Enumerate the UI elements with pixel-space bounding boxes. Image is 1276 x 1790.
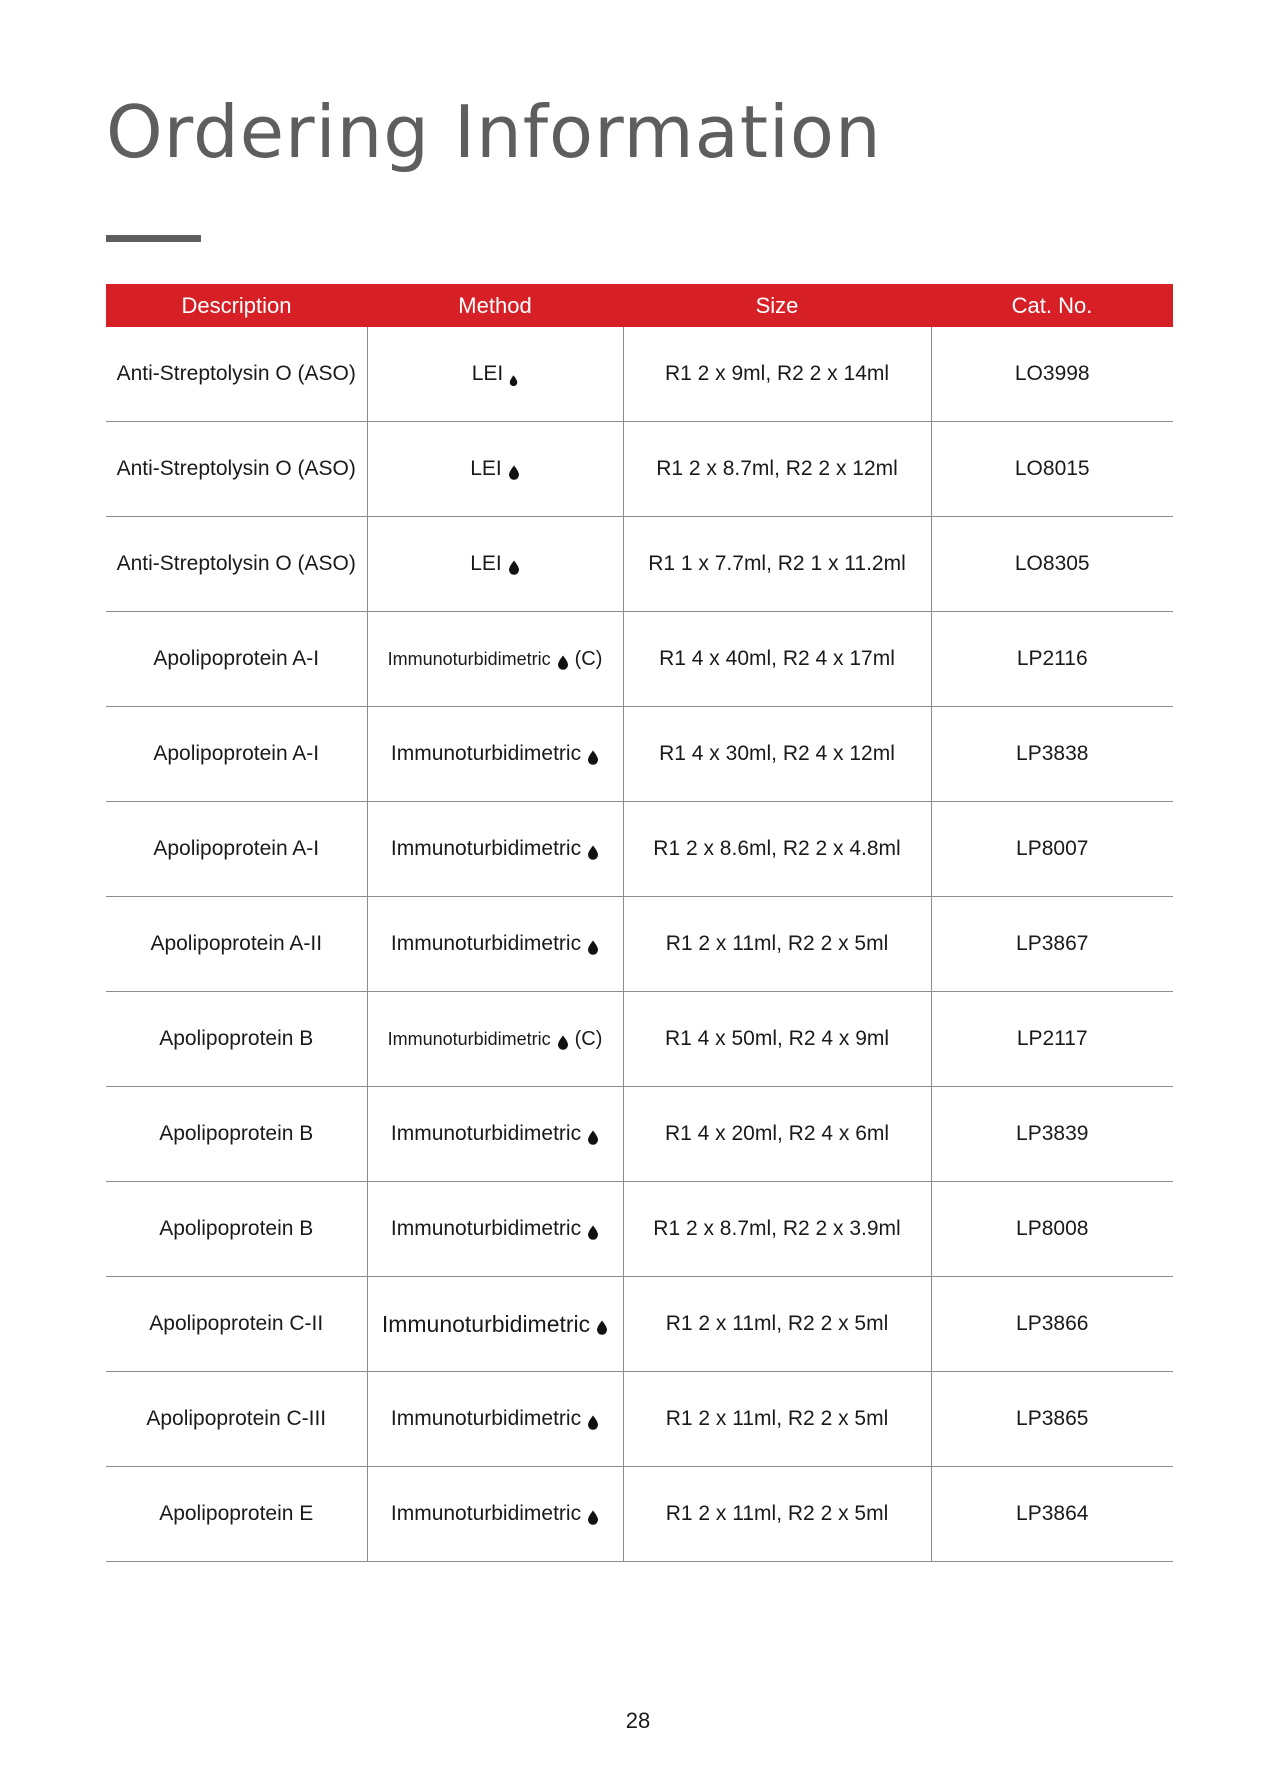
method-group xyxy=(391,742,599,766)
cell-cat-no: LO3998 xyxy=(931,327,1173,422)
table-row xyxy=(106,707,1173,802)
cell-description: Apolipoprotein B xyxy=(106,1182,367,1277)
cell-size: R1 4 x 50ml, R2 4 x 9ml xyxy=(623,992,931,1087)
cell-method xyxy=(367,422,623,517)
method-suffix: (C) xyxy=(574,648,603,670)
cell-size: R1 2 x 11ml, R2 2 x 5ml xyxy=(623,1467,931,1562)
method-label: Immunoturbidimetric xyxy=(390,837,582,860)
cell-size: R1 2 x 8.6ml, R2 2 x 4.8ml xyxy=(623,802,931,897)
method-label: Immunoturbidimetric xyxy=(390,932,582,955)
method-group xyxy=(391,932,599,956)
method-label: LEI xyxy=(470,552,502,575)
method-group xyxy=(472,362,519,386)
drop-icon xyxy=(587,1127,599,1142)
cell-size: R1 2 x 11ml, R2 2 x 5ml xyxy=(623,1372,931,1467)
method-group xyxy=(388,1028,603,1051)
method-label: Immunoturbidimetric xyxy=(387,1029,551,1049)
cell-size: R1 2 x 11ml, R2 2 x 5ml xyxy=(623,1277,931,1372)
cell-method xyxy=(367,897,623,992)
table-row xyxy=(106,897,1173,992)
cell-description: Apolipoprotein E xyxy=(106,1467,367,1562)
title-underline xyxy=(106,235,201,242)
method-label: Immunoturbidimetric xyxy=(390,1502,582,1525)
cell-description: Apolipoprotein A-I xyxy=(106,802,367,897)
header-description: Description xyxy=(106,284,367,327)
cell-size: R1 2 x 9ml, R2 2 x 14ml xyxy=(623,327,931,422)
cell-method xyxy=(367,1372,623,1467)
drop-icon xyxy=(596,1317,608,1332)
drop-icon xyxy=(508,557,520,572)
method-group xyxy=(470,457,520,481)
header-cat-no: Cat. No. xyxy=(931,284,1173,327)
cell-cat-no: LP2117 xyxy=(931,992,1173,1087)
drop-icon xyxy=(587,1222,599,1237)
table-row xyxy=(106,327,1173,422)
table-row xyxy=(106,802,1173,897)
drop-icon xyxy=(587,1507,599,1522)
cell-size: R1 4 x 30ml, R2 4 x 12ml xyxy=(623,707,931,802)
method-label: Immunoturbidimetric xyxy=(390,1407,582,1430)
cell-description: Anti-Streptolysin O (ASO) xyxy=(106,422,367,517)
drop-icon xyxy=(557,652,569,667)
cell-cat-no: LP3864 xyxy=(931,1467,1173,1562)
table-row xyxy=(106,517,1173,612)
method-label: Immunoturbidimetric xyxy=(381,1310,591,1337)
table-header-row xyxy=(106,284,1173,327)
header-size: Size xyxy=(623,284,931,327)
cell-method xyxy=(367,612,623,707)
cell-method xyxy=(367,1087,623,1182)
cell-description: Apolipoprotein A-I xyxy=(106,707,367,802)
cell-size: R1 2 x 8.7ml, R2 2 x 12ml xyxy=(623,422,931,517)
method-label: LEI xyxy=(470,457,502,480)
cell-description: Apolipoprotein B xyxy=(106,992,367,1087)
cell-method xyxy=(367,1277,623,1372)
method-suffix: (C) xyxy=(574,1028,603,1050)
page-title: Ordering Information xyxy=(106,90,882,174)
cell-cat-no: LP8007 xyxy=(931,802,1173,897)
table-row xyxy=(106,1277,1173,1372)
cell-method xyxy=(367,802,623,897)
cell-cat-no: LP2116 xyxy=(931,612,1173,707)
cell-cat-no: LP8008 xyxy=(931,1182,1173,1277)
method-group xyxy=(388,648,603,671)
table-row xyxy=(106,1087,1173,1182)
cell-description: Apolipoprotein A-I xyxy=(106,612,367,707)
cell-method xyxy=(367,327,623,422)
drop-icon xyxy=(587,1412,599,1427)
table-row xyxy=(106,1182,1173,1277)
cell-cat-no: LP3865 xyxy=(931,1372,1173,1467)
cell-size: R1 4 x 40ml, R2 4 x 17ml xyxy=(623,612,931,707)
method-label: Immunoturbidimetric xyxy=(390,742,582,765)
cell-size: R1 1 x 7.7ml, R2 1 x 11.2ml xyxy=(623,517,931,612)
method-label: Immunoturbidimetric xyxy=(387,649,551,669)
cell-description: Apolipoprotein A-II xyxy=(106,897,367,992)
table-row xyxy=(106,422,1173,517)
method-group xyxy=(391,1502,599,1526)
cell-method xyxy=(367,517,623,612)
ordering-table xyxy=(106,284,1173,1562)
page-number: 28 xyxy=(625,1708,651,1733)
method-group xyxy=(391,1407,599,1431)
cell-description: Apolipoprotein C-II xyxy=(106,1277,367,1372)
method-label: Immunoturbidimetric xyxy=(390,1122,582,1145)
method-group xyxy=(470,552,520,576)
method-group xyxy=(391,837,599,861)
cell-description: Apolipoprotein C-III xyxy=(106,1372,367,1467)
cell-cat-no: LP3838 xyxy=(931,707,1173,802)
cell-cat-no: LP3839 xyxy=(931,1087,1173,1182)
cell-method xyxy=(367,1182,623,1277)
table-row xyxy=(106,1467,1173,1562)
cell-method xyxy=(367,1467,623,1562)
drop-icon xyxy=(587,747,599,762)
drop-icon xyxy=(557,1032,569,1047)
method-label: Immunoturbidimetric xyxy=(390,1217,582,1240)
cell-cat-no: LO8015 xyxy=(931,422,1173,517)
cell-description: Apolipoprotein B xyxy=(106,1087,367,1182)
method-label: LEI xyxy=(471,362,504,385)
cell-cat-no: LO8305 xyxy=(931,517,1173,612)
method-group xyxy=(382,1311,608,1338)
cell-size: R1 2 x 8.7ml, R2 2 x 3.9ml xyxy=(623,1182,931,1277)
cell-method xyxy=(367,707,623,802)
drop-icon xyxy=(508,462,520,477)
cell-size: R1 2 x 11ml, R2 2 x 5ml xyxy=(623,897,931,992)
cell-cat-no: LP3867 xyxy=(931,897,1173,992)
drop-icon xyxy=(509,368,518,380)
cell-method xyxy=(367,992,623,1087)
table-row xyxy=(106,992,1173,1087)
method-group xyxy=(391,1217,599,1241)
cell-description: Anti-Streptolysin O (ASO) xyxy=(106,327,367,422)
table-row xyxy=(106,612,1173,707)
table-row xyxy=(106,1372,1173,1467)
drop-icon xyxy=(587,937,599,952)
cell-size: R1 4 x 20ml, R2 4 x 6ml xyxy=(623,1087,931,1182)
header-method: Method xyxy=(367,284,623,327)
table-body xyxy=(106,327,1173,1562)
drop-icon xyxy=(587,842,599,857)
method-group xyxy=(391,1122,599,1146)
cell-cat-no: LP3866 xyxy=(931,1277,1173,1372)
cell-description: Anti-Streptolysin O (ASO) xyxy=(106,517,367,612)
